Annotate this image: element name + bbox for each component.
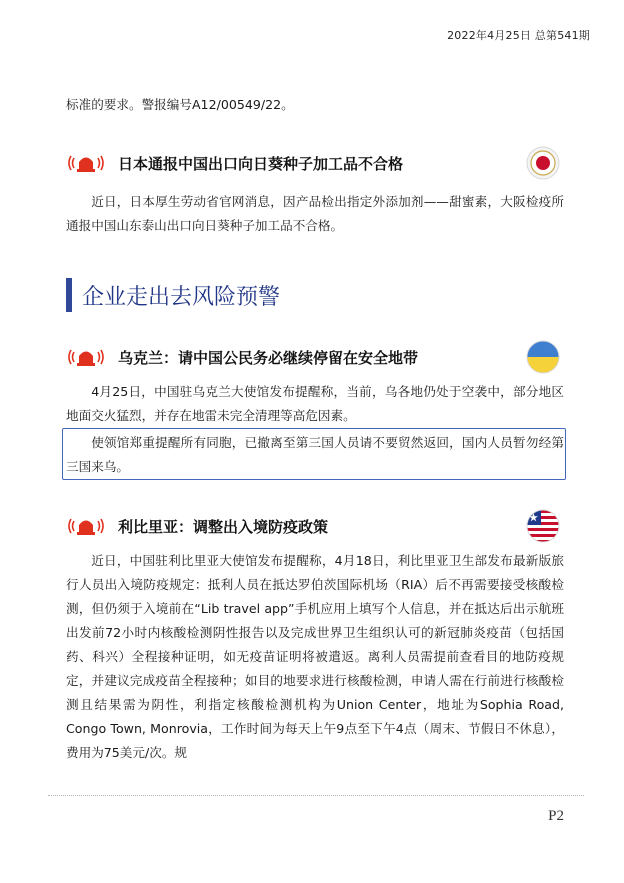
alarm-bell-icon — [68, 515, 104, 537]
alarm-bell-icon — [68, 346, 104, 368]
news-body-ukraine: 4月25日，中国驻乌克兰大使馆发布提醒称，当前，乌各地仍处于空袭中，部分地区地面交火猛烈，并存在地雷未完全清理等高危因素。 — [66, 384, 564, 423]
section-title-bar — [66, 278, 72, 312]
news-title-text: 日本通报中国出口向日葵种子加工品不合格 — [118, 154, 404, 173]
news-body-liberia: 近日，中国驻利比里亚大使馆发布提醒称，4月18日，利比里亚卫生部发布最新版旅行人员出入境防疫规定：抵利人员在抵达罗伯茨国际机场（RIA）后不再需要接受核酸检测，但仍须于入境前在“Lib travel app”手机应用上填写个人信息，并在抵达后出示航班出发前72小时内核酸检测阴性报告以及完成世界卫生组织认可的新冠肺炎疫苗（包括国药、科兴）全程接种证明，如无疫苗证明将被遣返。离利人员需提前查看目的地防疫规定，并建议完成疫苗全程接种；如目的地要求进行核酸检测，申请人需在行前进行核酸检测且结果需为阴性，利指定核酸检测机构为Union Center，地址为Sophia Road, Congo Town, Monrovia，工作时间为每天上午9点至下午4点（周末、节假日不休息），费用为75美元/次。规 — [66, 553, 564, 760]
issue-date: 2022年4月25日 总第541期 — [447, 29, 590, 42]
section-title — [66, 278, 280, 312]
news-title-ukraine — [68, 342, 418, 372]
news-title-text: 利比里亚：调整出入境防疫政策 — [118, 517, 329, 536]
news-title-japan — [68, 148, 403, 178]
japan-flag-icon — [526, 146, 560, 180]
news-boxed-ukraine: 使领馆郑重提醒所有同胞，已撤离至第三国人员请不要贸然返回，国内人员暂勿经第三国来乌。 — [66, 435, 564, 474]
news-body-japan: 近日，日本厚生劳动省官网消息，因产品检出指定外添加剂——甜蜜素，大阪检疫所通报中国山东泰山出口向日葵种子加工品不合格。 — [66, 194, 564, 233]
alarm-bell-icon — [68, 152, 104, 174]
news-title-liberia — [68, 511, 328, 541]
news-title-text: 乌克兰：请中国公民务必继续停留在安全地带 — [118, 348, 419, 367]
page-number: P2 — [548, 808, 564, 824]
intro-text: 标准的要求。警报编号A12/00549/22。 — [66, 97, 294, 112]
footer-divider — [48, 795, 584, 796]
liberia-flag-icon — [526, 509, 560, 543]
section-title-text: 企业走出去风险预警 — [82, 284, 281, 310]
ukraine-flag-icon — [526, 340, 560, 374]
